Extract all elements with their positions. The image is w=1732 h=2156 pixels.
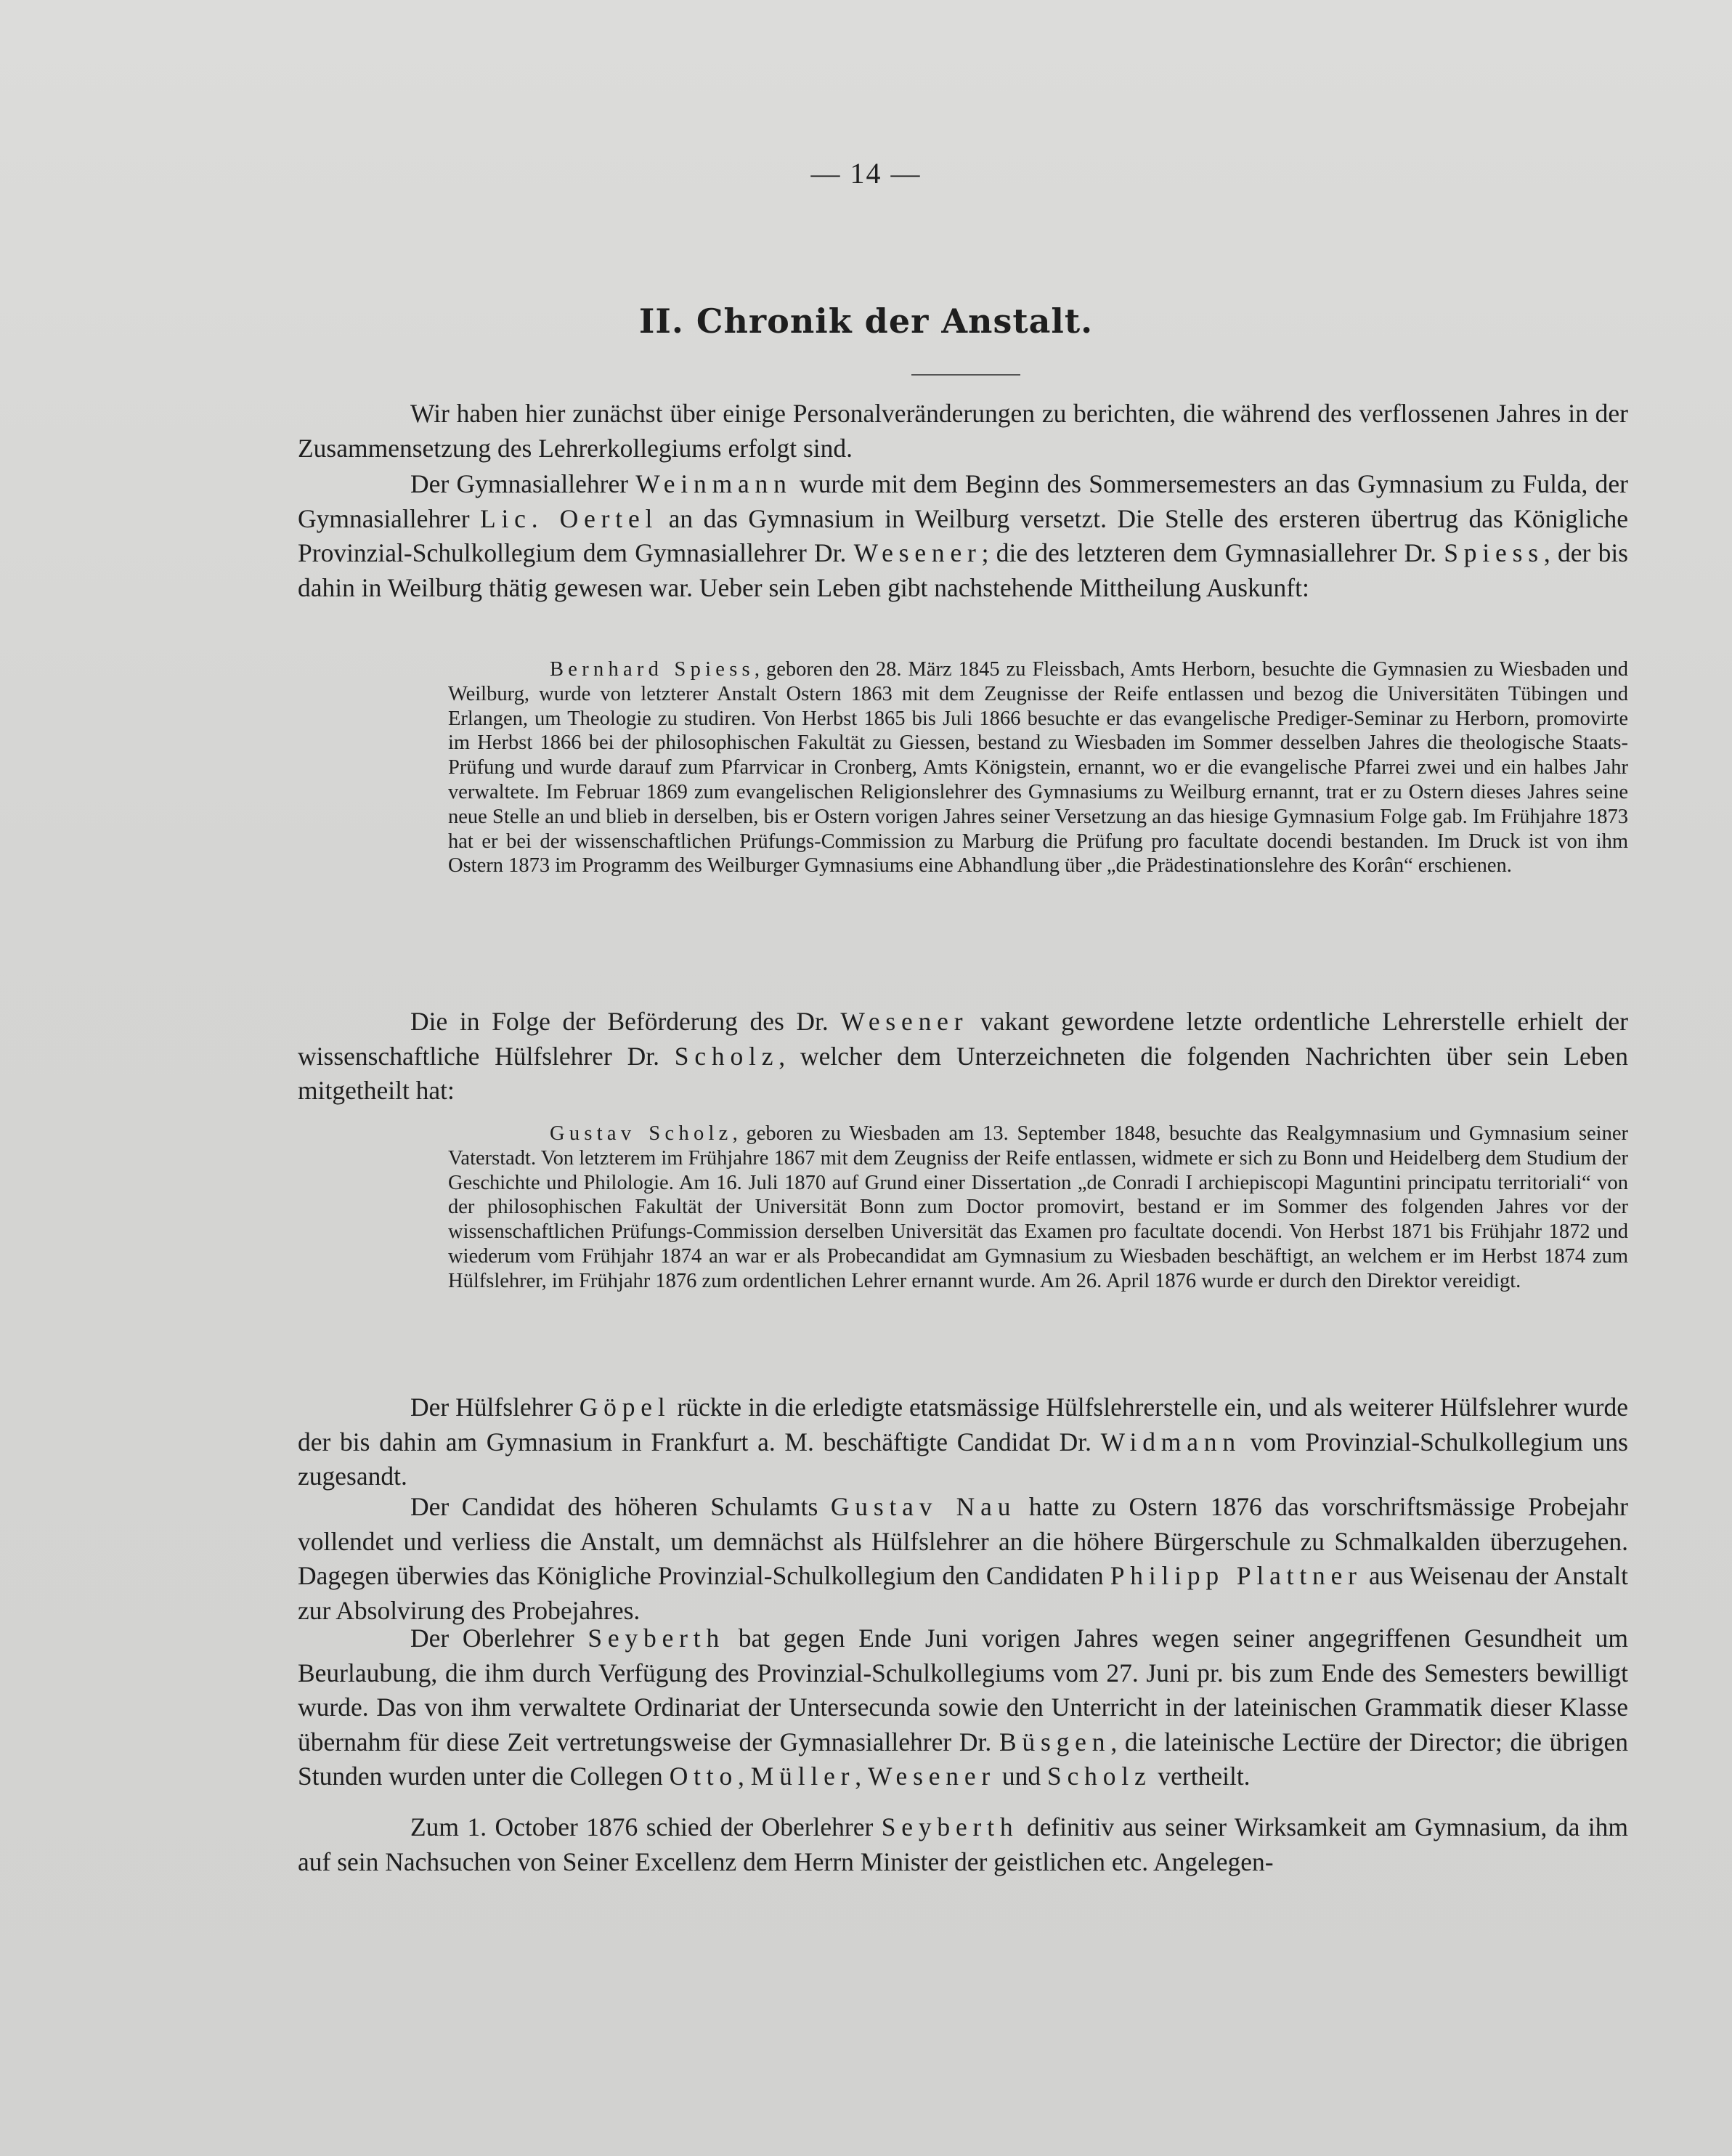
paragraph-scholz-appointment: Die in Folge der Beförderung des Dr. Wesener vakant gewordene letzte ordentliche Lehrerstelle erhielt der wissenschaftliche Hülfslehrer Dr. Scholz, welcher dem Unterzeichneten die folgenden Nachrichten über sein Leben mitgetheilt hat: [298, 1007, 1629, 1105]
heading-divider [911, 374, 1020, 376]
name-scholz: Scholz [1047, 1762, 1152, 1791]
name-buesgen: Büsgen [999, 1727, 1111, 1756]
name-scholz: Scholz [674, 1041, 779, 1071]
name-goepel: Göpel [579, 1393, 671, 1422]
name-gustav-scholz: Gustav Scholz [550, 1122, 733, 1145]
name-spiess: Spiess [1444, 538, 1544, 567]
name-seyberth: Seyberth [881, 1812, 1019, 1841]
name-weinmann: Weinmann [635, 469, 792, 498]
section-heading: II. Chronik der Anstalt. [638, 301, 1094, 341]
name-oertel: Lic. Oertel [480, 503, 659, 533]
name-seyberth: Seyberth [588, 1624, 725, 1653]
name-otto: Otto [669, 1762, 739, 1791]
name-gustav-nau: Gustav Nau [830, 1492, 1017, 1521]
name-bernhard-spiess: Bernhard Spiess [550, 658, 755, 681]
biography-scholz: Gustav Scholz, geboren zu Wiesbaden am 13. September 1848, besuchte das Realgymnasium und Gymnasium seiner Vaterstadt. Von letzterem im Frühjahre 1867 mit dem Zeugniss der Reife entlassen, widmete er sich zu Bonn und Heidelberg dem Studium der Geschichte und Philologie. Am 16. Juli 1870 auf Grund einer Dissertation „de Conradi I archiepiscopi Maguntini principatu territoriali“ von der philosophischen Fakultät der Universität Bonn zum Doctor promovirt, bestand er im Sommer des folgenden Jahres vor der wissenschaftlichen Prüfungs-Commission derselben Universität das Examen pro facultate docendi. Von Herbst 1871 bis Frühjahr 1872 und wiederum vom Frühjahr 1874 an war er als Probecandidat am Gymnasium zu Wiesbaden beschäftigt, an welchem er im Herbst 1874 zum Hülfslehrer, im Frühjahr 1876 zum ordentlichen Lehrer ernannt wurde. Am 26. April 1876 wurde er durch den Direktor vereidigt. [448, 1122, 1628, 1292]
name-mueller: Müller [750, 1762, 855, 1791]
name-wesener: Wesener [868, 1762, 996, 1791]
paragraph-seyberth-leave: Der Oberlehrer Seyberth bat gegen Ende Juni vorigen Jahres wegen seiner angegriffenen Gesundheit um Beurlaubung, die ihm durch Verfügung des Provinzial-Schulkollegiums vom 27. Juni pr. bis zum Ende des Semesters bewilligt wurde. Das von ihm verwaltete Ordinariat der Untersecunda sowie den Unterricht in der lateinischen Grammatik dieser Klasse übernahm für diese Zeit vertretungsweise der Gymnasiallehrer Dr. Büsgen, die lateinische Lectüre der Director; die übrigen Stunden wurden unter die Collegen Otto, Müller, Wesener und Scholz vertheilt. [298, 1624, 1629, 1791]
paragraph-personnel-intro: Wir haben hier zunächst über einige Personalveränderungen zu berichten, die während des verflossenen Jahres in der Zusammensetzung des Lehrerkollegiums erfolgt sind. [298, 399, 1628, 463]
paragraph-nau-plattner: Der Candidat des höheren Schulamts Gustav Nau hatte zu Ostern 1876 das vorschriftsmässige Probejahr vollendet und verliess die Anstalt, um demnächst als Hülfslehrer an die höhere Bürgerschule zu Schmalkalden überzugehen. Dagegen überwies das Königliche Provinzial-Schulkollegium den Candidaten Philipp Plattner aus Weisenau der Anstalt zur Absolvirung des Probejahres. [298, 1492, 1628, 1625]
name-wesener: Wesener [853, 538, 982, 567]
biography-spiess: Bernhard Spiess, geboren den 28. März 1845 zu Fleissbach, Amts Herborn, besuchte die Gymnasien zu Wiesbaden und Weilburg, wurde von letzterer Anstalt Ostern 1863 mit dem Zeugnisse der Reife entlassen und bezog die Universitäten Tübingen und Erlangen, um Theologie zu studiren. Von Herbst 1865 bis Juli 1866 besuchte er das evangelische Prediger-Seminar zu Herborn, promovirte im Herbst 1866 bei der philosophischen Fakultät zu Giessen, bestand zu Wiesbaden im Sommer desselben Jahres die theologische Staats-Prüfung und wurde darauf zum Pfarrvicar in Cronberg, Amts Königstein, ernannt, wo er die evangelische Pfarrei zwei und ein halbes Jahr verwaltete. Im Februar 1869 zum evangelischen Religionslehrer des Gymnasiums zu Weilburg ernannt, trat er zu Ostern dieses Jahres seine neue Stelle an und blieb in derselben, bis er Ostern vorigen Jahres seiner Versetzung an das hiesige Gymnasium Folge gab. Im Frühjahre 1873 hat er bei der wissenschaftlichen Prüfungs-Commission zu Marburg die Prüfung pro facultate docendi bestanden. Im Druck ist von ihm Ostern 1873 im Programm des Weilburger Gymnasiums eine Abhandlung über „die Prädestinationslehre des Korân“ erschienen. [448, 658, 1628, 878]
paragraph-weinmann-transfer: Der Gymnasiallehrer Weinmann wurde mit dem Beginn des Sommersemesters an das Gymnasium zu Fulda, der Gymnasiallehrer Lic. Oertel an das Gymnasium in Weilburg versetzt. Die Stelle des ersteren übertrug das Königliche Provinzial-Schulkollegium dem Gymnasiallehrer Dr. Wesener; die des letzteren dem Gymnasiallehrer Dr. Spiess, der bis dahin in Weilburg thätig gewesen war. Ueber sein Leben gibt nachstehende Mittheilung Auskunft: [298, 469, 1628, 602]
paragraph-goepel-widmann: Der Hülfslehrer Göpel rückte in die erledigte etatsmässige Hülfslehrerstelle ein, und als weiterer Hülfslehrer wurde der bis dahin am Gymnasium in Frankfurt a. M. beschäftigte Candidat Dr. Widmann vom Provinzial-Schulkollegium uns zugesandt. [298, 1393, 1629, 1491]
paragraph-seyberth-departure: Zum 1. October 1876 schied der Oberlehrer Seyberth definitiv aus seiner Wirksamkeit am Gymnasium, da ihm auf sein Nachsuchen von Seiner Excellenz dem Herrn Minister der geistlichen etc. Angelegen- [298, 1812, 1629, 1876]
name-widmann: Widmann [1100, 1427, 1241, 1456]
name-wesener: Wesener [840, 1007, 969, 1036]
name-philipp-plattner: Philipp Plattner [1110, 1561, 1362, 1590]
page-number: — 14 — [810, 157, 922, 190]
